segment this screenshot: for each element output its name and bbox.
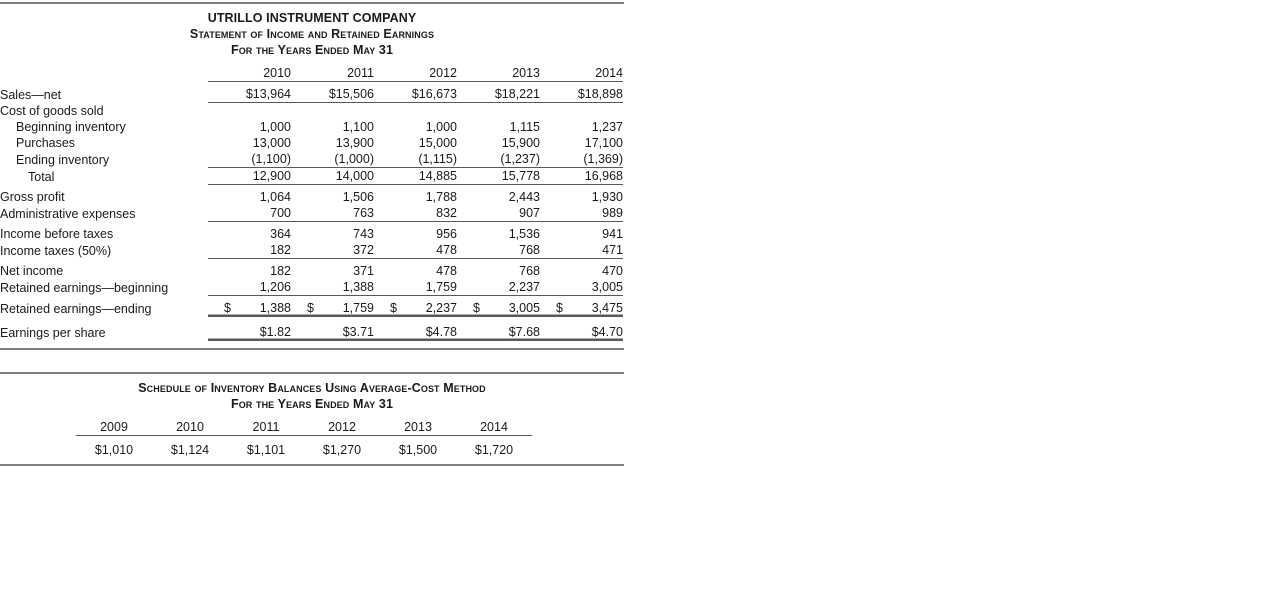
ending-inventory-2013: (1,237) — [457, 151, 540, 168]
beginning-inventory-2014: 1,237 — [591, 120, 623, 134]
table-row — [0, 205, 624, 222]
schedule-title: Schedule of Inventory Balances Using Average-Cost Method — [138, 381, 486, 395]
cogs-heading-2013 — [457, 103, 540, 120]
total-cogs-2014: 16,968 — [540, 168, 623, 185]
table-row — [0, 324, 624, 341]
purchases-2014: 17,100 — [584, 136, 623, 150]
row-label-total-cogs: Total — [28, 169, 55, 184]
inventory-balance-2011: $1,101 — [246, 443, 286, 457]
table-header-row — [0, 65, 624, 82]
schedule-column-header-2012: 2012 — [304, 419, 380, 436]
beginning-inventory-2010: 1,000 — [259, 120, 291, 134]
table-row — [0, 279, 624, 296]
currency-symbol: $ — [307, 301, 314, 315]
row-label-ending-inventory: Ending inventory — [16, 152, 110, 167]
document-page — [0, 2, 1274, 591]
cogs-heading-2014 — [540, 103, 623, 120]
schedule-header-tail-pad — [532, 419, 624, 436]
income-statement-title-group — [0, 4, 624, 65]
total-cogs-2010: 12,900 — [208, 168, 291, 185]
schedule-column-header-2011: 2011 — [228, 419, 304, 436]
currency-symbol: $ — [224, 301, 231, 315]
table-row — [0, 103, 624, 120]
row-edge-pad — [623, 205, 624, 222]
row-edge-pad — [623, 279, 624, 296]
table-row — [0, 263, 624, 279]
net-income-2011: 371 — [353, 264, 374, 278]
currency-symbol: $ — [390, 301, 397, 315]
row-label-retained-earnings-beginning: Retained earnings—beginning — [0, 280, 169, 295]
schedule-header-row — [0, 419, 624, 436]
row-label-income-taxes: Income taxes (50%) — [0, 243, 112, 258]
sales-net-2011: $15,506 — [291, 86, 374, 103]
table-row — [0, 135, 624, 151]
column-header-2013: 2013 — [457, 65, 540, 82]
column-header-2010: 2010 — [208, 65, 291, 82]
cogs-heading-2011 — [291, 103, 374, 120]
inventory-balance-2013: $1,500 — [398, 443, 438, 457]
sales-net-2013: $18,221 — [457, 86, 540, 103]
figure: 1,759 — [342, 301, 374, 315]
total-cogs-2011: 14,000 — [291, 168, 374, 185]
row-edge-pad — [623, 168, 624, 185]
gross-profit-2011: 1,506 — [342, 190, 374, 204]
retained-earnings-beginning-2014: 3,005 — [540, 279, 623, 296]
cogs-heading-2012 — [374, 103, 457, 120]
inventory-balance-2010: $1,124 — [170, 443, 210, 457]
currency-symbol: $ — [473, 301, 480, 315]
income-statement-table — [0, 65, 624, 348]
gross-profit-2014: 1,930 — [591, 190, 623, 204]
spacer-row — [0, 458, 624, 464]
row-label-beginning-inventory: Beginning inventory — [16, 120, 126, 134]
figure: 3,475 — [591, 301, 623, 315]
table-row — [0, 300, 624, 317]
row-label-retained-earnings-ending: Retained earnings—ending — [0, 301, 152, 316]
ending-inventory-2011: (1,000) — [291, 151, 374, 168]
income-taxes-2011: 372 — [291, 242, 374, 259]
net-income-2010: 182 — [270, 264, 291, 278]
company-name: UTRILLO INSTRUMENT COMPANY — [207, 11, 417, 25]
schedule-column-header-2010: 2010 — [152, 419, 228, 436]
schedule-column-header-2013: 2013 — [380, 419, 456, 436]
income-before-taxes-2011: 743 — [353, 227, 374, 241]
gross-profit-2012: 1,788 — [425, 190, 457, 204]
row-edge-pad — [623, 189, 624, 205]
inventory-balance-2012: $1,270 — [322, 443, 362, 457]
schedule-period: For the Years Ended May 31 — [230, 397, 394, 411]
row-edge-pad — [623, 263, 624, 279]
column-header-2012: 2012 — [374, 65, 457, 82]
retained-earnings-ending-2012 — [374, 300, 457, 317]
header-spacer — [0, 65, 208, 82]
inventory-balance-2009: $1,010 — [94, 443, 134, 457]
table-row — [0, 151, 624, 168]
earnings-per-share-2011: $3.71 — [291, 324, 374, 341]
total-cogs-2013: 15,778 — [457, 168, 540, 185]
administrative-expenses-2013: 907 — [457, 205, 540, 222]
ending-inventory-2014: (1,369) — [540, 151, 623, 168]
column-header-2014: 2014 — [540, 65, 623, 82]
schedule-column-header-2009: 2009 — [76, 419, 152, 436]
retained-earnings-ending-2010 — [208, 300, 291, 317]
earnings-per-share-2010: $1.82 — [208, 324, 291, 341]
income-taxes-2012: 478 — [374, 242, 457, 259]
administrative-expenses-2010: 700 — [208, 205, 291, 222]
gross-profit-2013: 2,443 — [508, 190, 540, 204]
figure: 1,388 — [259, 301, 291, 315]
ending-inventory-2010: (1,100) — [208, 151, 291, 168]
table-row — [0, 189, 624, 205]
currency-symbol: $ — [556, 301, 563, 315]
row-label-net-income: Net income — [0, 264, 64, 278]
ending-inventory-2012: (1,115) — [374, 151, 457, 168]
total-cogs-2012: 14,885 — [374, 168, 457, 185]
spacer-cell — [0, 317, 624, 325]
income-before-taxes-2014: 941 — [602, 227, 623, 241]
beginning-inventory-2011: 1,100 — [342, 120, 374, 134]
administrative-expenses-2014: 989 — [540, 205, 623, 222]
inventory-balance-2014: $1,720 — [474, 443, 514, 457]
row-edge-pad — [623, 226, 624, 242]
retained-earnings-beginning-2012: 1,759 — [374, 279, 457, 296]
spacer-cell — [0, 341, 624, 349]
column-header-2011: 2011 — [291, 65, 374, 82]
table-row — [0, 242, 624, 259]
row-edge-pad — [623, 300, 624, 317]
row-label-administrative-expenses: Administrative expenses — [0, 206, 136, 221]
row-edge-pad — [623, 151, 624, 168]
administrative-expenses-2011: 763 — [291, 205, 374, 222]
income-before-taxes-2010: 364 — [270, 227, 291, 241]
income-statement-block — [0, 2, 624, 350]
schedule-value-lead-pad — [0, 442, 76, 458]
spacer-cell — [0, 458, 624, 464]
row-edge-pad — [623, 242, 624, 259]
cogs-heading-2010 — [208, 103, 291, 120]
table-row — [0, 119, 624, 135]
row-label-cost-of-goods-sold: Cost of goods sold — [0, 104, 104, 118]
header-edge-pad — [623, 65, 624, 82]
row-label-earnings-per-share: Earnings per share — [0, 325, 106, 340]
administrative-expenses-2012: 832 — [374, 205, 457, 222]
sales-net-2010: $13,964 — [208, 86, 291, 103]
inventory-schedule-table — [0, 419, 624, 464]
row-label-gross-profit: Gross profit — [0, 190, 65, 204]
schedule-title-group — [0, 374, 624, 419]
row-label-income-before-taxes: Income before taxes — [0, 227, 114, 241]
retained-earnings-beginning-2011: 1,388 — [291, 279, 374, 296]
income-taxes-2014: 471 — [540, 242, 623, 259]
row-edge-pad — [623, 324, 624, 341]
income-taxes-2013: 768 — [457, 242, 540, 259]
schedule-column-header-2014: 2014 — [456, 419, 532, 436]
table-row — [0, 168, 624, 185]
row-edge-pad — [623, 86, 624, 103]
net-income-2012: 478 — [436, 264, 457, 278]
sales-net-2012: $16,673 — [374, 86, 457, 103]
row-edge-pad — [623, 103, 624, 120]
table-row — [0, 86, 624, 103]
statement-period: For the Years Ended May 31 — [230, 43, 394, 57]
retained-earnings-ending-2011 — [291, 300, 374, 317]
retained-earnings-beginning-2010: 1,206 — [208, 279, 291, 296]
figure: 3,005 — [508, 301, 540, 315]
retained-earnings-ending-2014 — [540, 300, 623, 317]
figure: 2,237 — [425, 301, 457, 315]
earnings-per-share-2014: $4.70 — [540, 324, 623, 341]
table-row — [0, 226, 624, 242]
purchases-2012: 15,000 — [418, 136, 457, 150]
income-before-taxes-2012: 956 — [436, 227, 457, 241]
beginning-inventory-2012: 1,000 — [425, 120, 457, 134]
income-taxes-2010: 182 — [208, 242, 291, 259]
earnings-per-share-2013: $7.68 — [457, 324, 540, 341]
schedule-value-row — [0, 442, 624, 458]
spacer-row — [0, 317, 624, 325]
row-label-purchases: Purchases — [16, 136, 76, 150]
inventory-schedule-block — [0, 372, 624, 466]
spacer-row — [0, 341, 624, 349]
row-label-sales-net: Sales—net — [0, 87, 62, 102]
retained-earnings-beginning-2013: 2,237 — [457, 279, 540, 296]
retained-earnings-ending-2013 — [457, 300, 540, 317]
row-edge-pad — [623, 135, 624, 151]
purchases-2011: 13,900 — [335, 136, 374, 150]
earnings-per-share-2012: $4.78 — [374, 324, 457, 341]
schedule-header-lead-pad — [0, 419, 76, 436]
sales-net-2014: $18,898 — [540, 86, 623, 103]
income-before-taxes-2013: 1,536 — [508, 227, 540, 241]
net-income-2014: 470 — [602, 264, 623, 278]
purchases-2010: 13,000 — [252, 136, 291, 150]
net-income-2013: 768 — [519, 264, 540, 278]
purchases-2013: 15,900 — [501, 136, 540, 150]
row-edge-pad — [623, 119, 624, 135]
statement-title: Statement of Income and Retained Earnings — [189, 27, 435, 41]
gross-profit-2010: 1,064 — [259, 190, 291, 204]
schedule-value-tail-pad — [532, 442, 624, 458]
beginning-inventory-2013: 1,115 — [509, 120, 540, 134]
